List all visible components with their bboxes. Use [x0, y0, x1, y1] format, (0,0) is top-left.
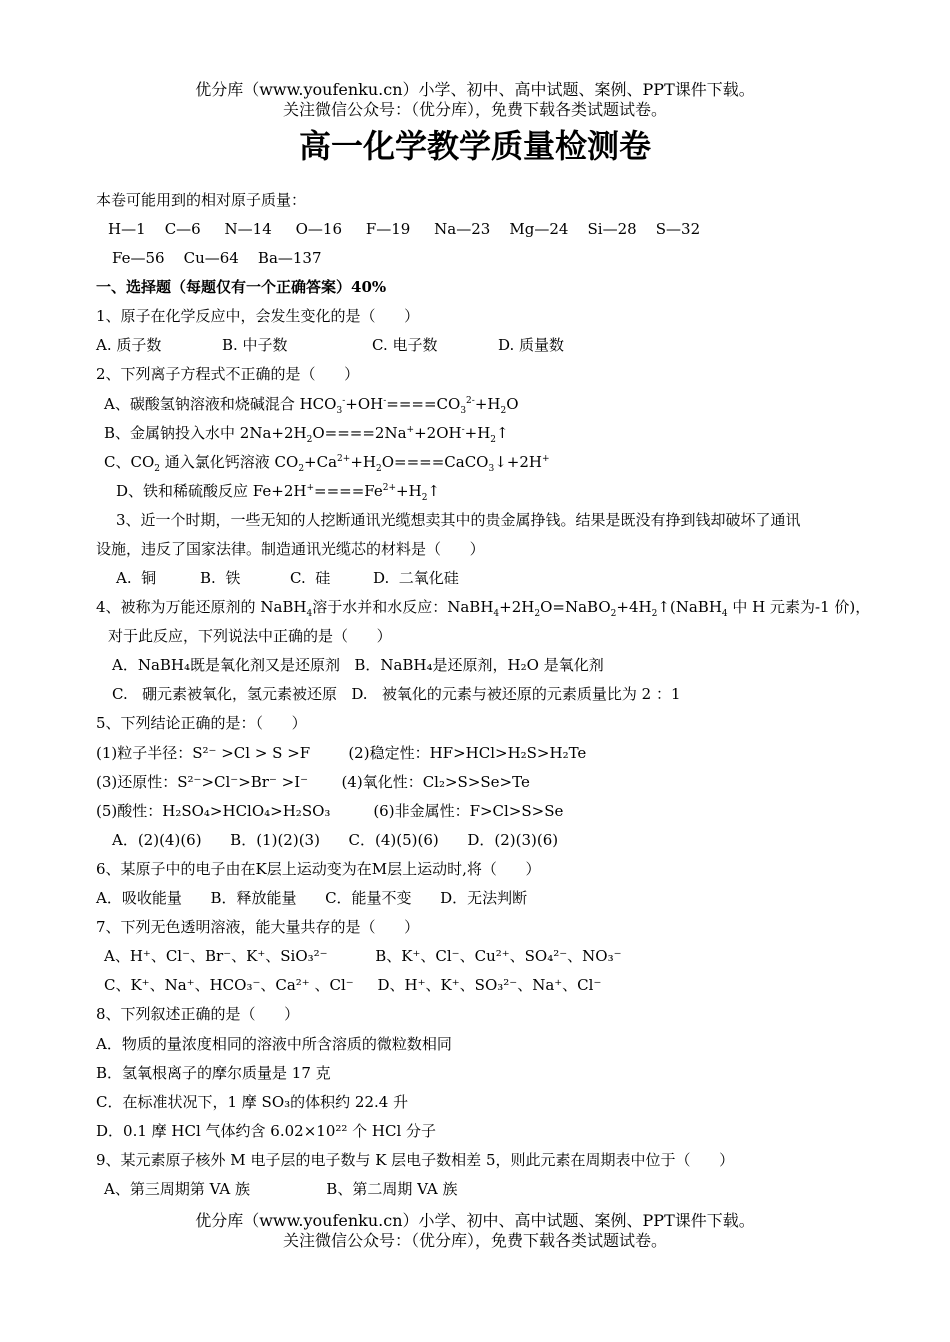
q4-stem-line-1: 4、被称为万能还原剂的 NaBH$_4$溶于水并和水反应：$NaBH_4+2H_2O=NaBO_2+4H_2↑(NaBH_4$ 中 H 元素为-1 价)， [96, 598, 871, 619]
q2-option-c: C、$CO_2$ 通入氯化钙溶液 $CO_2+Ca^{2+}+H_2O====CaCO_3↓+2H^+$ [104, 453, 550, 474]
q9-options-ab: A、第三周期第 VA 族 B、第二周期 VA 族 [104, 1180, 458, 1198]
q3-option-a: A. 铜 [116, 569, 157, 587]
q5-statement-row-3: (5)酸性：H₂SO₄>HClO₄>H₂SO₃ (6)非金属性：F>Cl>S>Se [96, 802, 564, 820]
q1-option-b: B. 中子数 [222, 336, 288, 354]
q5-statement-row-2: (3)还原性：S²⁻>Cl⁻>Br⁻ >I⁻ (4)氧化性：Cl₂>S>Se>Te [96, 773, 530, 791]
q1-option-d: D. 质量数 [498, 336, 565, 354]
q8-option-b: B．氢氧根离子的摩尔质量是 17 克 [96, 1064, 331, 1082]
q1-option-c: C. 电子数 [372, 336, 438, 354]
q3-stem-line-2: 设施，违反了国家法律。制造通讯光缆芯的材料是（ ） [96, 540, 485, 558]
q7-stem: 7、下列无色透明溶液，能大量共存的是（ ） [96, 918, 420, 936]
q4-options-ab: A．NaBH₄既是氧化剂又是还原剂 B．NaBH₄是还原剂，H₂O 是氧化剂 [112, 656, 604, 674]
q4-options-cd: C. 硼元素被氧化，氢元素被还原 D. 被氧化的元素与被还原的元素质量比为 2 ：1 [112, 685, 681, 703]
q3-option-d: D. 二氧化硅 [373, 569, 459, 587]
q4-stem-line-2: 对于此反应，下列说法中正确的是（ ） [108, 627, 392, 645]
section-heading: 一、选择题（每题仅有一个正确答案）40% [96, 278, 387, 296]
q2-option-d: D、铁和稀硫酸反应 $Fe+2H^+====Fe^{2+}+H_2↑$ [116, 482, 440, 503]
q2-option-b: B、金属钠投入水中 $2Na+2H_2O====2Na^++2OH^-+H_2↑$ [104, 424, 509, 445]
q1-option-a: A. 质子数 [96, 336, 162, 354]
masses-row-1: H—1 C—6 N—14 O—16 F—19 Na—23 Mg—24 Si—28 S—32 [108, 220, 701, 238]
q3-option-c: C. 硅 [290, 569, 331, 587]
masses-row-2: Fe—56 Cu—64 Ba—137 [112, 249, 322, 267]
header-line-1: 优分库（www.youfenku.cn）小学、初中、高中试题、案例、PPT课件下载。 [195, 80, 755, 99]
q7-options-ab: A、H⁺、Cl⁻、Br⁻、K⁺、SiO₃²⁻ B、K⁺、Cl⁻、Cu²⁺、SO₄²⁻、NO₃⁻ [104, 947, 622, 965]
q9-stem: 9、某元素原子核外 M 电子层的电子数与 K 层电子数相差 5，则此元素在周期表中位于（ ） [96, 1151, 735, 1169]
q5-options: A．(2)(4)(6) B．(1)(2)(3) C．(4)(5)(6) D．(2)(3)(6) [112, 831, 559, 849]
q7-options-cd: C、K⁺、Na⁺、HCO₃⁻、Ca²⁺ 、Cl⁻ D、H⁺、K⁺、SO₃²⁻、Na⁺、Cl⁻ [104, 976, 602, 994]
q8-option-d: D．0.1 摩 HCl 气体约含 6.02×10²² 个 HCl 分子 [96, 1122, 437, 1140]
q3-option-b: B. 铁 [200, 569, 241, 587]
q8-option-c: C．在标准状况下，1 摩 SO₃的体积约 22.4 升 [96, 1093, 409, 1111]
q6-stem: 6、某原子中的电子由在K层上运动变为在M层上运动时,将（ ） [96, 860, 541, 878]
footer-line-1: 优分库（www.youfenku.cn）小学、初中、高中试题、案例、PPT课件下载。 [195, 1211, 755, 1230]
header-line-2: 关注微信公众号：（优分库），免费下载各类试题试卷。 [282, 100, 667, 119]
q8-stem: 8、下列叙述正确的是（ ） [96, 1005, 300, 1023]
q1-stem: 1、原子在化学反应中，会发生变化的是（ ） [96, 307, 420, 325]
q6-options: A．吸收能量 B．释放能量 C．能量不变 D．无法判断 [96, 889, 528, 907]
q8-option-a: A．物质的量浓度相同的溶液中所含溶质的微粒数相同 [96, 1035, 452, 1053]
q5-statement-row-1: (1)粒子半径：S²⁻ >Cl > S >F (2)稳定性：HF>HCl>H₂S>H₂Te [96, 744, 587, 762]
q2-stem: 2、下列离子方程式不正确的是（ ） [96, 365, 360, 383]
q3-stem-line-1: 3、近一个时期，一些无知的人挖断通讯光缆想卖其中的贵金属挣钱。结果是既没有挣到钱却破坏了通讯 [116, 511, 801, 529]
masses-intro: 本卷可能用到的相对原子质量： [96, 191, 307, 209]
q5-stem: 5、下列结论正确的是：（ ） [96, 714, 307, 732]
footer-line-2: 关注微信公众号：（优分库），免费下载各类试题试卷。 [282, 1231, 667, 1250]
q2-option-a: A、碳酸氢钠溶液和烧碱混合 $HCO_3^-+OH^-====CO_3^{2-}+H_2O$ [104, 395, 519, 416]
page-title: 高一化学教学质量检测卷 [298, 127, 651, 165]
